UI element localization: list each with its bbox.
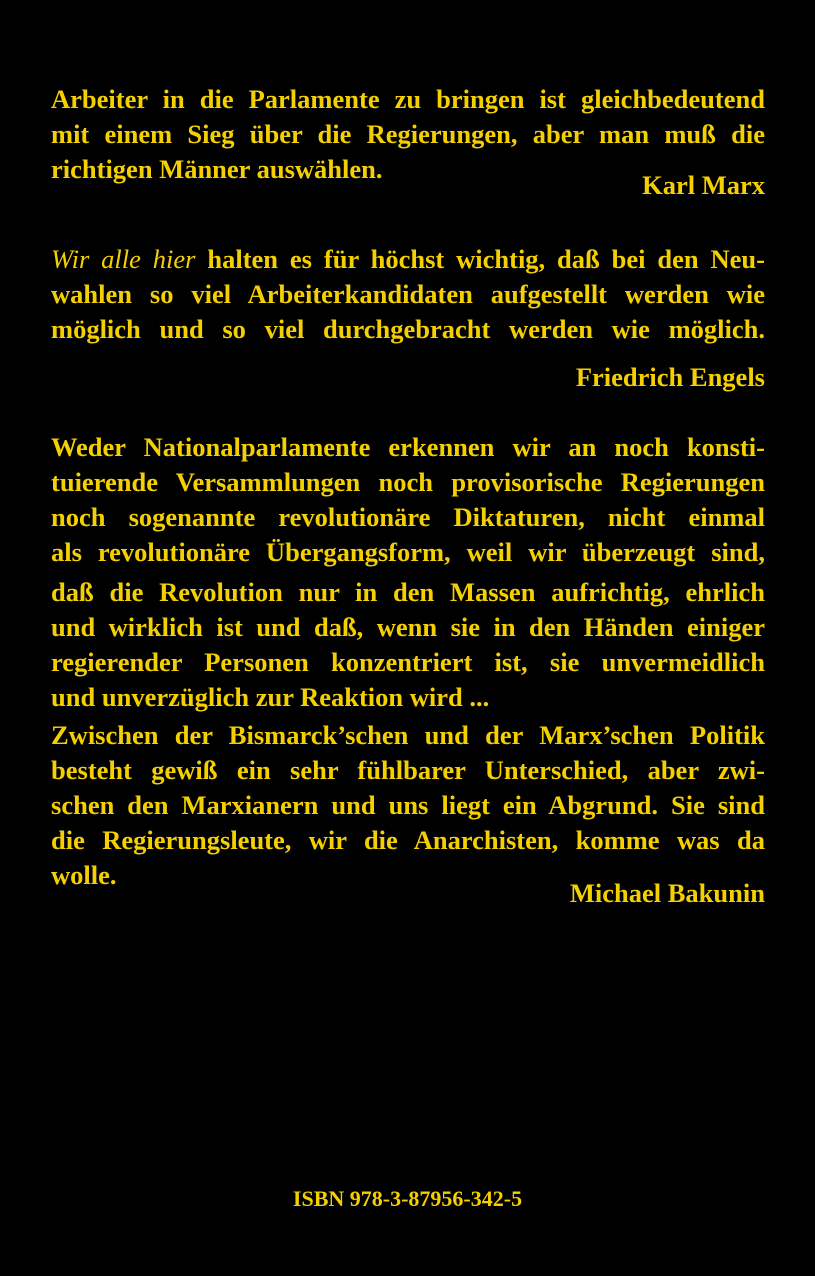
quote-bakunin-line: Weder Nationalparlamente erkennen wir an noch konsti- <box>51 432 765 462</box>
isbn-number: ISBN 978-3-87956-342-5 <box>292 1186 523 1211</box>
quote-bakunin-line: besteht gewiß ein sehr fühlbarer Unterschied, aber zwi- <box>51 755 765 785</box>
quote-bakunin-line: noch sogenannte revolutionäre Diktaturen, nicht einmal <box>51 502 765 532</box>
quote-bakunin-line: tuierende Versammlungen noch provisorische Regierungen <box>51 467 765 497</box>
quote-engels-line: wahlen so viel Arbeiterkandidaten aufgestellt werden wie <box>51 279 765 309</box>
quote-engels-line: möglich und so viel durchgebracht werden wie möglich. <box>51 314 765 344</box>
quote-bakunin-line: als revolutionäre Übergangsform, weil wir überzeugt sind, <box>51 537 765 567</box>
quote-marx-line: mit einem Sieg über die Regierungen, aber man muß die <box>51 119 765 149</box>
quote-bakunin-line: und wirklich ist und daß, wenn sie in den Händen einiger <box>51 612 765 642</box>
quote-bakunin-author: Michael Bakunin <box>569 878 765 908</box>
quote-engels-italic-lead: Wir alle hier <box>51 244 196 274</box>
quote-engels-line <box>51 242 765 276</box>
quote-marx-author: Karl Marx <box>642 170 765 200</box>
quote-bakunin-line: regierender Personen konzentriert ist, sie unvermeidlich <box>51 647 765 677</box>
quote-marx-line: Arbeiter in die Parlamente zu bringen ist gleichbedeutend <box>51 84 765 114</box>
quote-bakunin-line: Zwischen der Bismarck’schen und der Marx’schen Politik <box>51 720 765 750</box>
quote-engels-author: Friedrich Engels <box>575 362 765 392</box>
quote-bakunin-line: daß die Revolution nur in den Massen aufrichtig, ehrlich <box>51 577 765 607</box>
quote-engels-first-line-rest: halten es für höchst wichtig, daß bei den Neu- <box>195 244 765 274</box>
quote-bakunin-line: die Regierungsleute, wir die Anarchisten, komme was da <box>51 825 765 855</box>
quote-marx-line: richtigen Männer auswählen. <box>51 154 383 184</box>
quote-bakunin-line: und unverzüglich zur Reaktion wird ... <box>51 682 490 712</box>
quote-bakunin-line: schen den Marxianern und uns liegt ein Abgrund. Sie sind <box>51 790 765 820</box>
quote-bakunin-line: wolle. <box>51 860 117 890</box>
